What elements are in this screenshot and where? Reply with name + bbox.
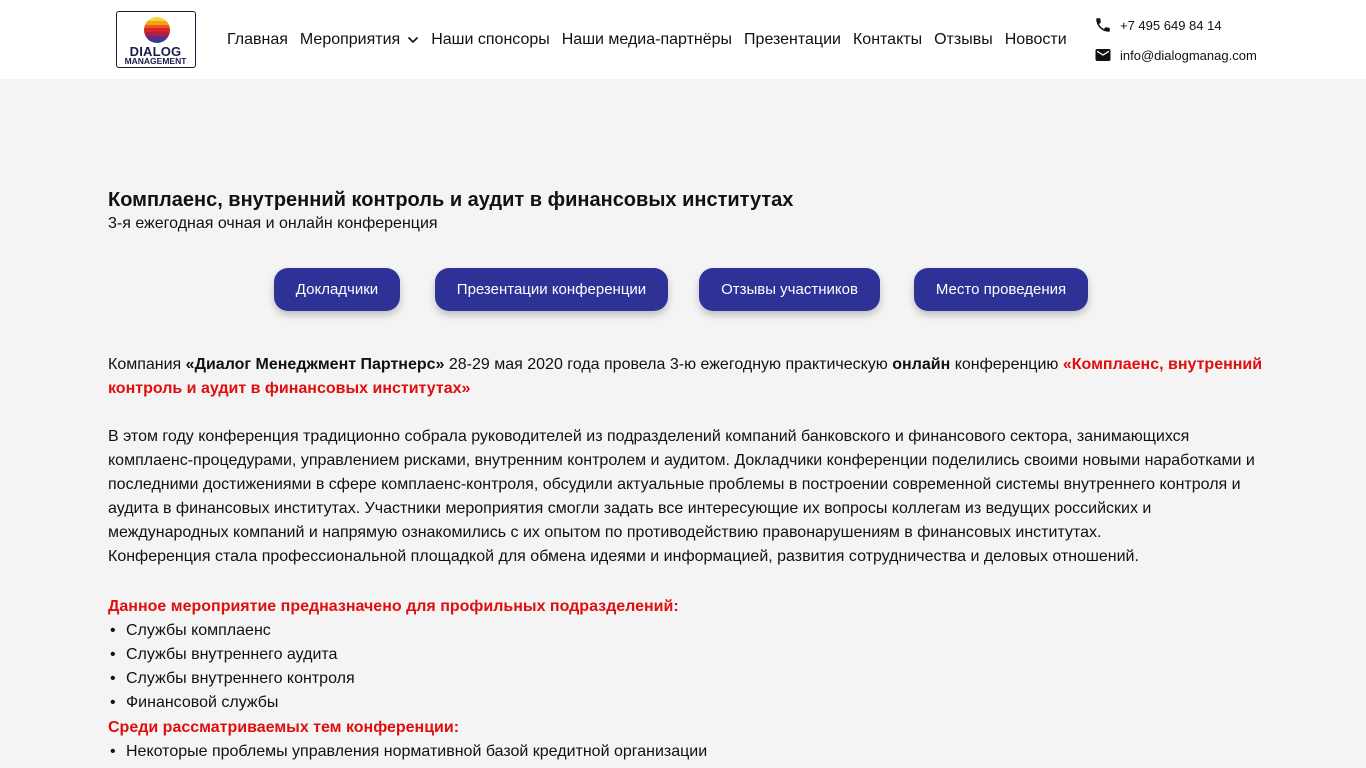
summary-paragraph: Конференция стала профессиональной площадкой для обмена идеями и информацией, развития сотрудничества и деловых отношений. bbox=[108, 548, 1139, 565]
page-title: Комплаенс, внутренний контроль и аудит в финансовых институтах bbox=[108, 189, 794, 211]
nav-item-media-partners[interactable] bbox=[562, 29, 732, 51]
company-name: «Диалог Менеджмент Партнерс» bbox=[185, 356, 445, 373]
nav-item-presentations[interactable] bbox=[744, 29, 841, 51]
nav-item-contacts[interactable] bbox=[853, 29, 922, 51]
intro-paragraph bbox=[108, 353, 1268, 401]
nav-item-label: Наши медиа-партнёры bbox=[561, 31, 733, 48]
conference-name: «Комплаенс, внутренний контроль и аудит в финансовых институтах» bbox=[108, 356, 1263, 397]
logo-text-management: MANAGEMENT bbox=[124, 56, 187, 66]
list-item: • Службы комплаенс bbox=[108, 619, 1268, 643]
participant-reviews-button[interactable]: Отзывы участников bbox=[699, 268, 880, 311]
speakers-button[interactable]: Докладчики bbox=[274, 268, 400, 311]
list-item: • Финансовой службы bbox=[108, 691, 1268, 715]
nav-item-reviews[interactable] bbox=[934, 29, 993, 51]
main-nav bbox=[227, 29, 1079, 51]
audience-list bbox=[108, 619, 1268, 715]
nav-item-sponsors[interactable] bbox=[431, 29, 550, 51]
nav-item-label: Главная bbox=[227, 31, 288, 48]
topics-list bbox=[108, 740, 1268, 764]
online-word: онлайн bbox=[892, 356, 951, 373]
list-item: • Службы внутреннего аудита bbox=[108, 643, 1268, 667]
nav-item-label: Презентации bbox=[744, 31, 841, 48]
conference-presentations-button[interactable]: Презентации конференции bbox=[435, 268, 668, 311]
nav-item-home[interactable] bbox=[227, 29, 288, 51]
nav-item-label: Отзывы bbox=[934, 31, 993, 48]
description-paragraph: В этом году конференция традиционно собрала руководителей из подразделений компаний банковского и финансового сектора, занимающихся комплаенс-процедурами, управлением рисками, внутренним контролем и аудитом. Докладчики конференции поделились своими новыми наработками и последними достижениями в сфере комплаенс-контроля, обсудили актуальные проблемы в построении современной системы внутреннего контроля и аудита в финансовых институтах. Участники мероприятия смогли задать все интересующие их вопросы коллегам из ведущих российских и международных компаний и напрямую ознакомились с их опытом по противодействию правонарушениям в финансовых институтах. bbox=[108, 428, 1255, 541]
venue-button[interactable]: Место проведения bbox=[914, 268, 1088, 311]
phone-icon bbox=[1094, 16, 1112, 34]
intro-text: Компания bbox=[108, 356, 186, 373]
nav-item-events[interactable] bbox=[300, 29, 419, 51]
intro-text: конференцию bbox=[950, 356, 1063, 373]
main-content bbox=[108, 353, 1268, 764]
nav-item-news[interactable] bbox=[1005, 29, 1067, 51]
company-logo[interactable] bbox=[116, 11, 196, 68]
header-phone[interactable] bbox=[1094, 16, 1222, 34]
mail-icon bbox=[1094, 46, 1112, 64]
list-item: • Службы внутреннего контроля bbox=[108, 667, 1268, 691]
intro-text: 28-29 мая 2020 года провела 3-ю ежегодную практическую bbox=[444, 356, 893, 373]
nav-item-label: Новости bbox=[1004, 31, 1067, 48]
email-address: info@dialogmanag.com bbox=[1120, 47, 1257, 63]
list-item: • Некоторые проблемы управления нормативной базой кредитной организации bbox=[108, 740, 1268, 764]
phone-number: +7 495 649 84 14 bbox=[1120, 17, 1222, 33]
audience-heading: Данное мероприятие предназначено для профильных подразделений: bbox=[108, 598, 679, 615]
chevron-down-icon bbox=[407, 34, 419, 46]
site-header bbox=[0, 0, 1366, 79]
logo-stripe bbox=[144, 40, 170, 43]
nav-item-label: Наши спонсоры bbox=[431, 31, 550, 48]
logo-text-dialog: DIALOG bbox=[129, 44, 182, 59]
header-email[interactable] bbox=[1094, 46, 1257, 64]
page-subtitle: 3-я ежегодная очная и онлайн конференция bbox=[108, 215, 438, 232]
logo-sun-icon bbox=[144, 17, 170, 43]
nav-item-label: Контакты bbox=[852, 31, 923, 48]
nav-item-label: Мероприятия bbox=[299, 31, 401, 48]
topics-heading: Среди рассматриваемых тем конференции: bbox=[108, 719, 460, 736]
